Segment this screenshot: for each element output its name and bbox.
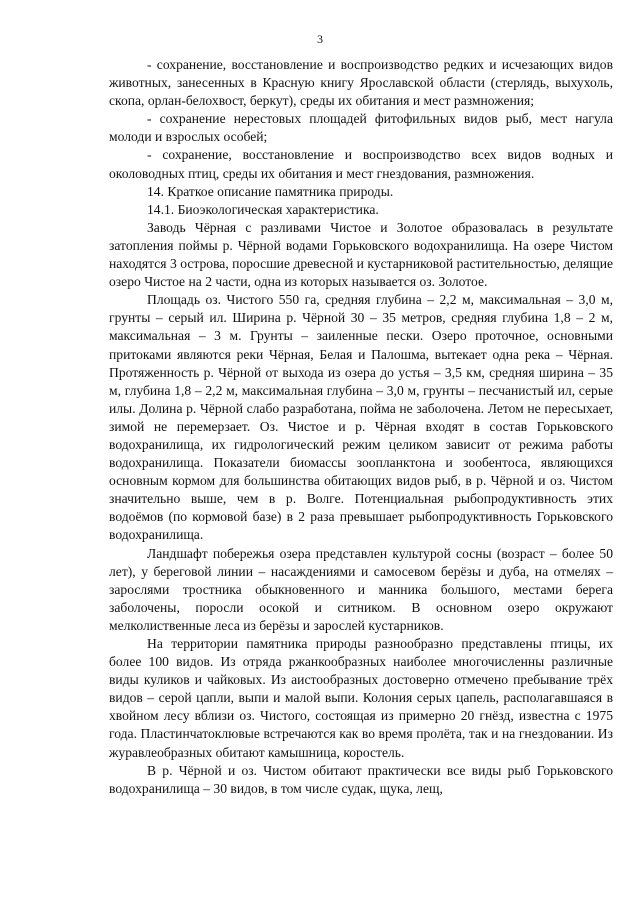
paragraph: На территории памятника природы разнообразно представлены птицы, их более 100 видов. Из отряда ржанкообразных наиболее многочисленны различные виды куликов и чайковых. Из аистообразных достоверно отмечено пребывание трёх видов – серой цапли, выпи и малой выпи. Колония серых цапель, располагавшаяся в хвойном лесу вблизи оз. Чистого, состоящая из примерно 20 гнёзд, известна с 1975 года. Пластинчатоклювые встречаются как во время пролёта, так и на гнездовании. Из журавлеобразных обитают камышница, коростель. (109, 636, 613, 760)
paragraph: - сохранение нерестовых площадей фитофильных видов рыб, мест нагула молоди и взрослых особей; (109, 111, 613, 145)
paragraph: - сохранение, восстановление и воспроизводство редких и исчезающих видов животных, занесенных в Красную книгу Ярославской области (стерлядь, выхухоль, скопа, орлан-белохвост, беркут), среды их обитания и мест размножения; (109, 57, 613, 109)
subsection-heading: 14.1. Биоэкологическая характеристика. (147, 201, 379, 217)
page-number: 3 (317, 32, 323, 46)
paragraph: Площадь оз. Чистого 550 га, средняя глубина – 2,2 м, максимальная – 3,0 м, грунты – серый ил. Ширина р. Чёрной 30 – 35 метров, средняя глубина 1,8 – 2 м, максимальная – 3 м. Грунты – заиленные пески. Озеро проточное, основными притоками являются реки Чёрная, Белая и Палошма, вытекает одна река – Чёрная. Протяженность р. Чёрной от выхода из озера до устья – 3,5 км, средняя ширина – 35 м, глубина 1,8 – 2,2 м, максимальная глубина – 3,0 м, грунты – песчанистый ил, серые илы. Долина р. Чёрной слабо разработана, пойма не заболочена. Летом не пересыхает, зимой не перемерзает. Оз. Чистое и р. Чёрная входят в состав Горьковского водохранилища, их гидрологический режим целиком зависит от режима работы водохранилища. Показатели биомассы зоопланктона и зообентоса, являющихся основным кормом для большинства обитающих видов рыб, в р. Чёрной и оз. Чистом значительно выше, чем в р. Волге. Потенциальная рыбопродуктивность этих водоёмов (по кормовой базе) в 2 раза превышает рыбопродуктивность Горьковского водохранилища. (109, 292, 613, 543)
paragraph: Ландшафт побережья озера представлен культурой сосны (возраст – более 50 лет), у береговой линии – насаждениями и самосевом берёзы и дуба, на отмелях – зарослями тростника обыкновенного и манника большого, местами берега заболочены, поросли осокой и ситником. В основном озеро окружают мелколиственные леса из берёзы и зарослей кустарников. (109, 545, 613, 633)
document-body (109, 56, 613, 798)
section-heading: 14. Краткое описание памятника природы. (147, 183, 394, 199)
paragraph: Заводь Чёрная с разливами Чистое и Золотое образовалась в результате затопления поймы р. Чёрной водами Горьковского водохранилища. На озере Чистом находятся 3 острова, поросшие древесной и кустарниковой растительностью, делящие озеро Чистое на 2 части, одна из которых называется оз. Золотое. (109, 219, 613, 290)
paragraph: В р. Чёрной и оз. Чистом обитают практически все виды рыб Горьковского водохранилища – 30 видов, в том числе судак, щука, лещ, (109, 762, 613, 796)
paragraph: - сохранение, восстановление и воспроизводство всех видов водных и околоводных птиц, среды их обитания и мест гнездования, размножения. (109, 147, 613, 181)
